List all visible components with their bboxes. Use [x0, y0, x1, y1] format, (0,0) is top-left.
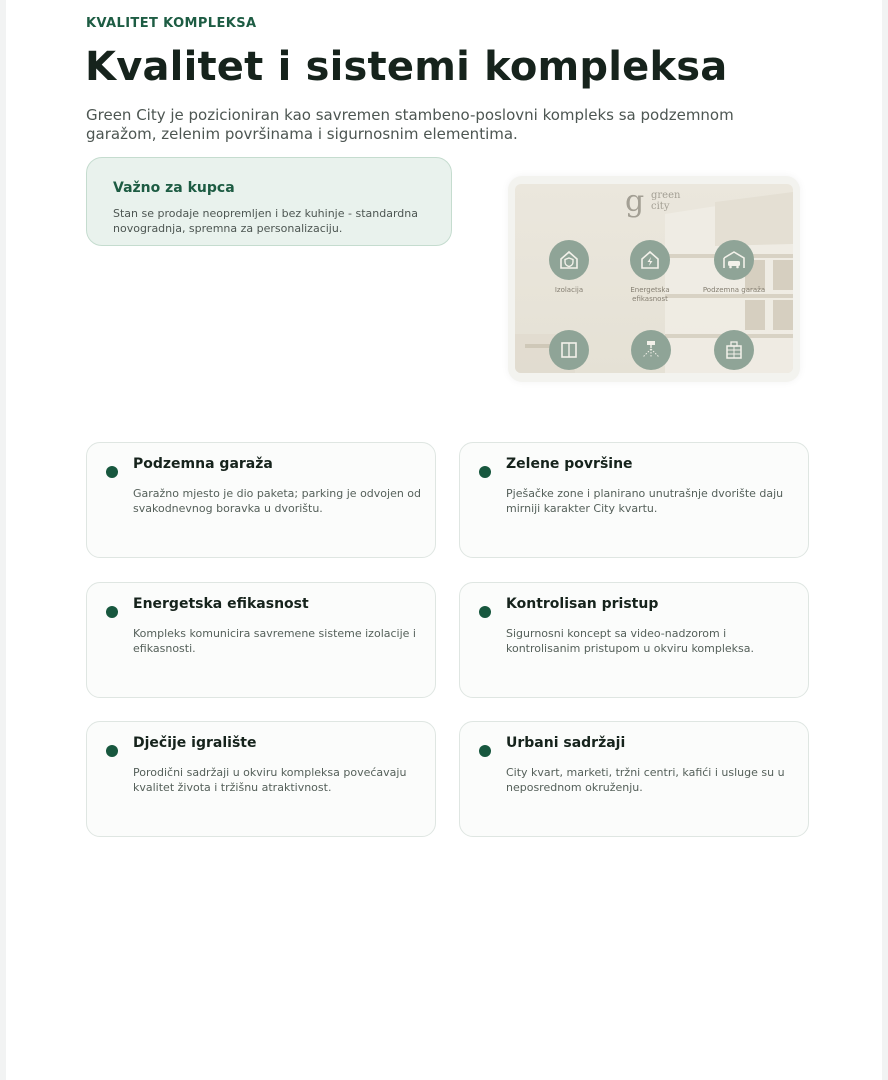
sprinkler-icon: [631, 330, 671, 370]
notice-text: Stan se prodaje neopremljen i bez kuhinje - standardna novogradnja, spremna za personalizaciju.: [113, 207, 418, 235]
logo-text: [651, 190, 680, 212]
intro-text: Green City je pozicioniran kao savremen stambeno-poslovni kompleks sa podzemnom garažom, zelenim površinama i sigurnosnim elementima.: [86, 106, 734, 143]
page: [6, 0, 882, 1080]
card-title: Kontrolisan pristup: [506, 596, 659, 612]
garage-car-icon: [714, 240, 754, 280]
card-title: Podzemna garaža: [133, 456, 273, 472]
card-title: Urbani sadržaji: [506, 735, 626, 751]
logo-mark: g: [625, 184, 645, 219]
section-eyebrow: KVALITET KOMPLEKSA: [86, 16, 257, 31]
house-shield-icon: [549, 240, 589, 280]
window-icon: [549, 330, 589, 370]
card-text: Garažno mjesto je dio paketa; parking je odvojen od svakodnevnog boravka u dvorištu.: [133, 487, 422, 515]
bullet-dot: [106, 606, 118, 618]
feature-card-green-areas: [459, 442, 809, 558]
buyer-notice-box: [86, 157, 452, 246]
feature-card-energy: [86, 582, 436, 698]
card-title: Zelene površine: [506, 456, 633, 472]
figure-label-insulation: Izolacija: [554, 286, 584, 294]
feature-card-garage: [86, 442, 436, 558]
card-text: Pješačke zone i planirano unutrašnje dvorište daju mirniji karakter City kvartu.: [506, 487, 784, 515]
page-title: Kvalitet i sistemi kompleksa: [85, 44, 728, 90]
card-title: Energetska efikasnost: [133, 596, 309, 612]
features-image: [508, 176, 800, 382]
features-image-inner: [515, 184, 793, 373]
bullet-dot: [479, 745, 491, 757]
bullet-dot: [479, 606, 491, 618]
card-text: Kompleks komunicira savremene sisteme izolacije i efikasnosti.: [133, 627, 416, 655]
logo-line-1: green: [651, 190, 681, 201]
card-text: City kvart, marketi, tržni centri, kafići i usluge su u neposrednom okruženju.: [506, 766, 785, 794]
logo-line-2: city: [651, 201, 670, 212]
figure-label-energy: Energetska efikasnost: [630, 286, 670, 303]
card-text: Porodični sadržaji u okviru kompleksa povećavaju kvalitet života i tržišnu atraktivnost.: [133, 766, 407, 794]
figure-label-garage: Podzemna garaža: [702, 286, 766, 294]
bullet-dot: [479, 466, 491, 478]
building-icon: [714, 330, 754, 370]
feature-card-access: [459, 582, 809, 698]
feature-card-urban: [459, 721, 809, 837]
bullet-dot: [106, 745, 118, 757]
feature-card-playground: [86, 721, 436, 837]
card-title: Dječije igralište: [133, 735, 257, 751]
bullet-dot: [106, 466, 118, 478]
house-bolt-icon: [630, 240, 670, 280]
card-text: Sigurnosni koncept sa video-nadzorom i kontrolisanim pristupom u okviru kompleksa.: [506, 627, 755, 655]
notice-title: Važno za kupca: [113, 180, 235, 196]
green-city-logo: [625, 186, 695, 218]
